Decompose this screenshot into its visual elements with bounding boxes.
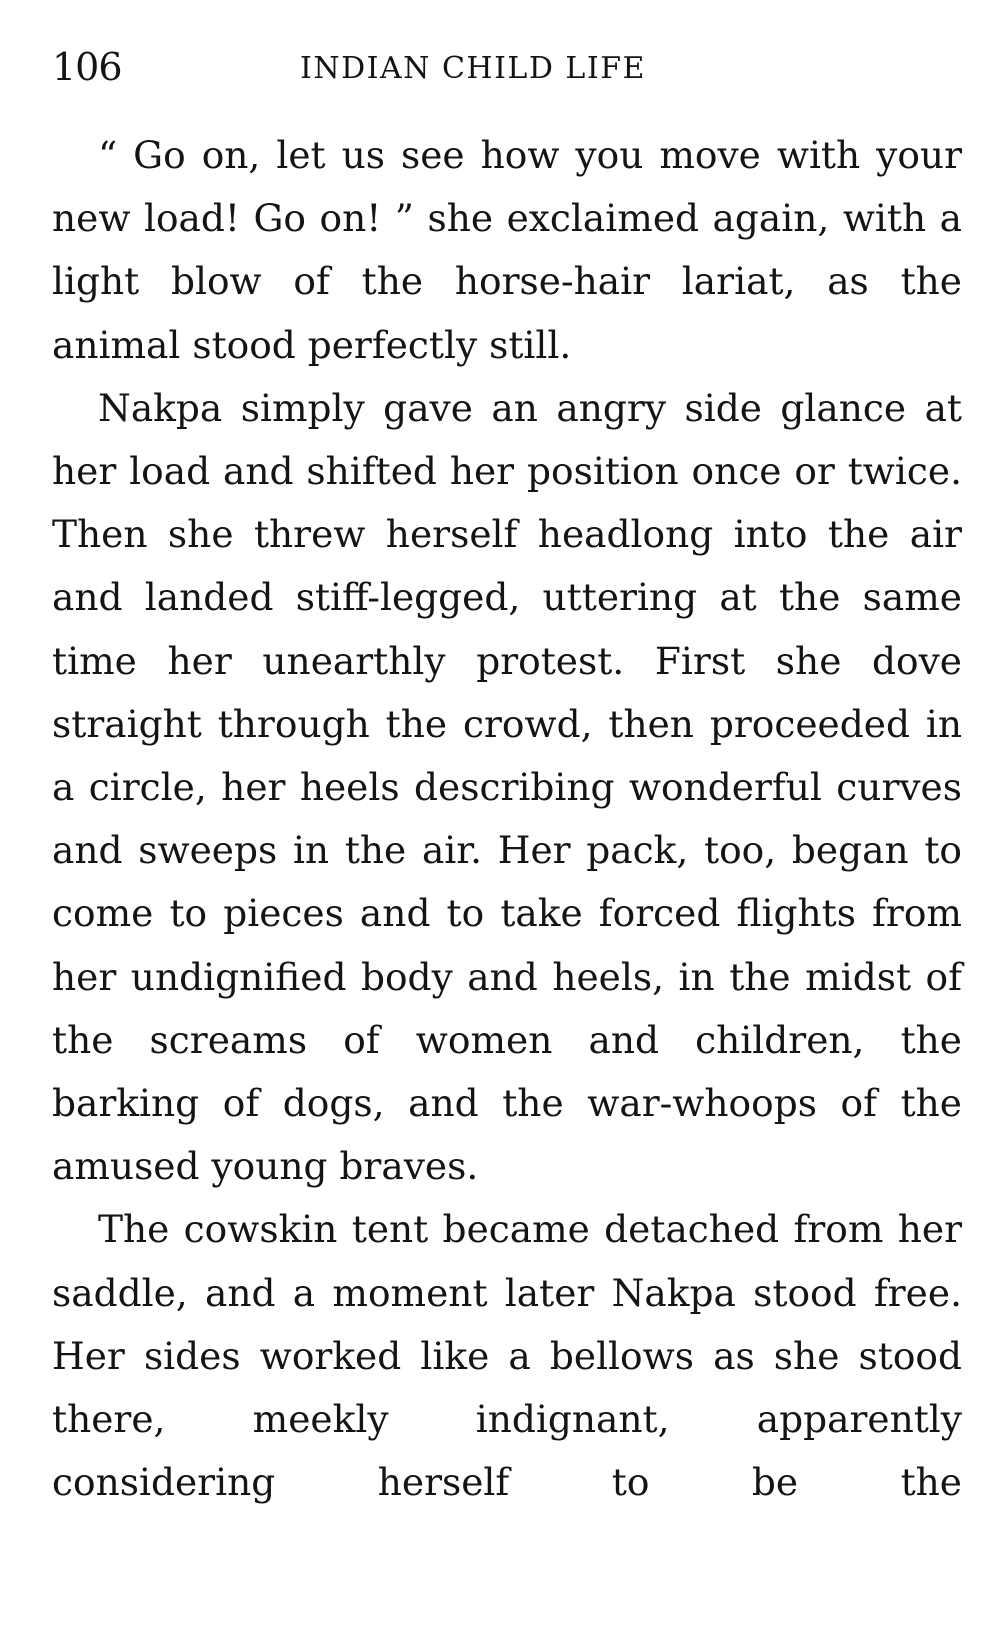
running-head	[52, 42, 962, 92]
running-title: INDIAN CHILD LIFE	[300, 51, 646, 86]
paragraph-1: “ Go on, let us see how you move with your new load! Go on! ” she exclaimed again, with a light blow of the horse-hair lariat, as the animal stood perfectly still.	[52, 133, 962, 367]
page-number: 106	[52, 45, 122, 89]
paragraph-3: The cowskin tent became detached from her saddle, and a moment later Nakpa stood free. Her sides worked like a bellows as she stood there, meekly indignant, apparently considering herself to be the	[52, 1207, 962, 1505]
paragraph-2: Nakpa simply gave an angry side glance at her load and shifted her position once or twice. Then she threw herself headlong into the air and landed stiff-legged, uttering at the same time her unearthly protest. First she dove straight through the crowd, then proceeded in a circle, her heels describing wonderful curves and sweeps in the air. Her pack, too, began to come to pieces and to take forced flights from her undignified body and heels, in the midst of the screams of women and children, the barking of dogs, and the war-whoops of the amused young braves.	[52, 385, 962, 1189]
body-text	[52, 124, 962, 1514]
